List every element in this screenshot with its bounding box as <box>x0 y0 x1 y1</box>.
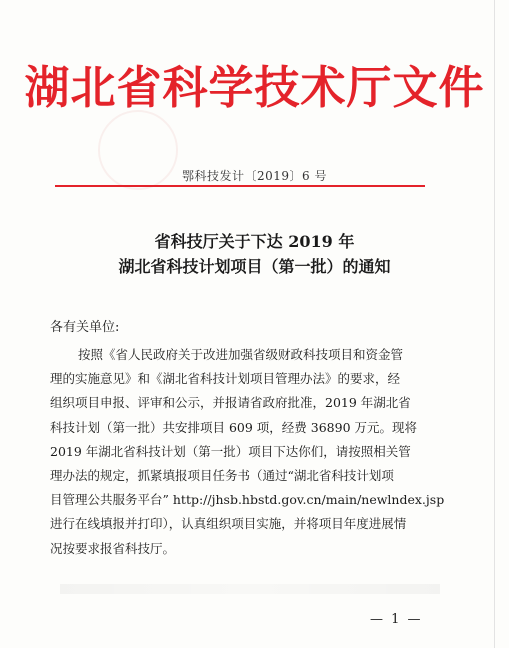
body-line: 目管理公共服务平台” http://jhsb.hbstd.gov.cn/main/newlndex.jsp <box>50 492 445 508</box>
body-line: 2019 年湖北省科技计划（第一批）项目下达你们，请按照相关管 <box>50 443 411 459</box>
red-divider-line <box>55 185 425 187</box>
bleed-through-footer <box>60 584 440 594</box>
document-number: 鄂科技发计〔2019〕6 号 <box>182 169 327 183</box>
issuing-authority-header: 湖北省科学技术厅文件 <box>24 61 485 114</box>
body-line: 组织项目申报、评审和公示，并报请省政府批准，2019 年湖北省 <box>50 395 411 411</box>
body-line: 进行在线填报并打印），认真组织项目实施，并将项目年度进展情 <box>50 516 407 532</box>
body-line: 科技计划（第一批）共安排项目 609 项，经费 36890 万元。现将 <box>50 419 418 435</box>
salutation: 各有关单位: <box>50 320 120 335</box>
body-line: 理办法的规定，抓紧填报项目任务书（通过“湖北省科技计划项 <box>50 468 394 484</box>
notice-body <box>50 343 445 561</box>
notice-title-line-1: 省科技厅关于下达 2019 年 <box>154 232 355 251</box>
notice-title-line-2: 湖北省科技计划项目（第一批）的通知 <box>118 257 391 276</box>
body-line: 理的实施意见》和《湖北省科技计划项目管理办法》的要求，经 <box>50 371 401 387</box>
body-line: 按照《省人民政府关于改进加强省级财政科技项目和资金管 <box>78 347 404 362</box>
notice-title <box>0 229 509 279</box>
body-line: 况按要求报省科技厅。 <box>50 540 176 556</box>
page-number: — 1 — <box>370 612 423 627</box>
